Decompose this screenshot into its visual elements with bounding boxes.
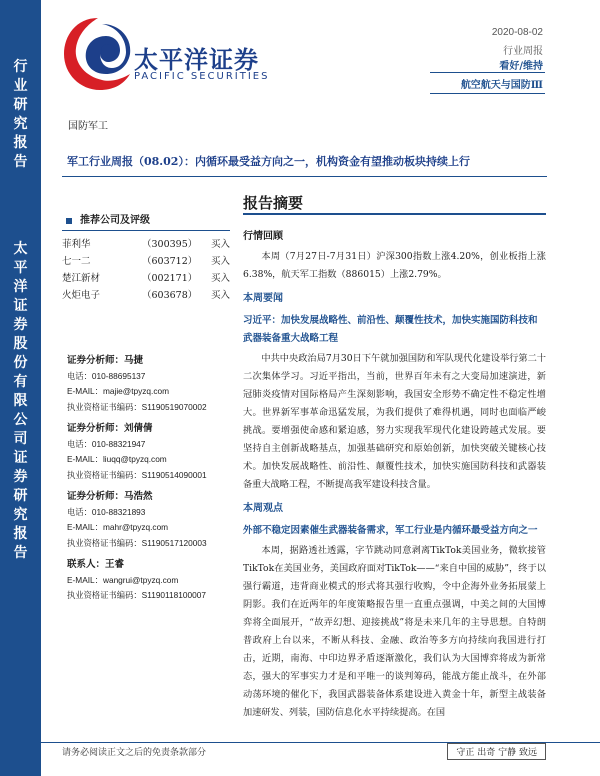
sidebar-char: 业: [13, 78, 28, 94]
sidebar-char: 有: [13, 374, 28, 390]
sidebar-char: 报: [13, 135, 28, 151]
stock-rating: 买入: [210, 239, 230, 250]
weekly-news-text: 中共中央政治局7月30日下午就加强国防和军队现代化建设举行第二十二次集体学习。习近平指出，当前，世界百年未有之大变局加速演进，新冠肺炎疫情对国际格局产生深刻影响，我国安全形势不确定性不稳定性增大。世界新军事革命迅猛发展，为我们提供了难得机遇，同时也面临严峻挑战。要增强使命感和紧迫感，努力实现我军现代化建设跨越式发展。要坚持自主创新战略基点，加强基础研究和原始创新，加快突破关键核心技术。加快发展战略性、前沿性、颠覆性技术，加快实施国防科技和武器装备重大战略工程，不断提高我军建设科技含量。: [243, 353, 546, 490]
logo-emblem-icon: [64, 18, 130, 90]
logo-chinese-name: 太平洋证券: [134, 46, 259, 74]
sidebar-char: 股: [13, 336, 28, 352]
stock-name: 七一二: [62, 256, 91, 267]
sidebar-char: 证: [13, 298, 28, 314]
sidebar-char: 券: [13, 469, 28, 485]
stock-rating: 买入: [210, 273, 230, 284]
logo-english-name: PACIFIC SECURITIES: [134, 71, 270, 82]
report-title: 军工行业周报（08.02）：内循环最受益方向之一，机构资金有望推动板块持续上行: [67, 155, 470, 168]
analyst-phone: 电话：010-88321947: [67, 438, 146, 449]
sidebar-char: 司: [13, 431, 28, 447]
analyst-cert: 执业资格证书编码：S1190118100007: [67, 590, 206, 600]
report-type: 行业周报: [503, 46, 543, 57]
analyst-list: [67, 347, 235, 604]
analyst-email: E-MAIL：mahr@tpyzq.com: [67, 522, 169, 532]
weekly-news-subheading: 习近平：加快发展战略性、前沿性、颠覆性技术，加快实施国防科技和武器装备重大战略工程: [243, 315, 538, 344]
summary-body: [243, 222, 546, 724]
square-bullet-icon: [66, 218, 72, 224]
summary-heading: 报告摘要: [243, 194, 304, 212]
sidebar-char: 报: [13, 526, 28, 542]
sidebar-report-label: [0, 58, 41, 172]
analyst-name: 联系人：王睿: [67, 559, 125, 570]
weekly-news-heading: 本周要闻: [243, 293, 283, 304]
stock-name: 火炬电子: [62, 290, 101, 301]
analyst-phone: 电话：010-88321893: [67, 506, 146, 517]
title-divider: [62, 176, 547, 177]
recommendation-row: [62, 253, 230, 270]
sidebar-char: 研: [13, 97, 28, 113]
analyst-email: E-MAIL：majie@tpyzq.com: [67, 386, 170, 396]
sidebar-char: 告: [13, 154, 28, 170]
stock-name: 菲利华: [62, 239, 91, 250]
recommendation-row: [62, 270, 230, 287]
industry-label: 国防军工: [68, 121, 108, 132]
weekly-view-heading: 本周观点: [243, 503, 283, 514]
sidebar-char: 份: [13, 355, 28, 371]
report-date: 2020-08-02: [491, 27, 543, 38]
stock-code: （300395）: [142, 239, 198, 250]
sidebar-char: 公: [13, 412, 28, 428]
recommendation-heading: 推荐公司及评级: [62, 211, 230, 226]
industry-rating: 看好/维持: [499, 61, 543, 72]
recommendation-divider: [62, 230, 230, 231]
analyst-name: 证券分析师：马浩然: [67, 491, 153, 502]
summary-divider: [243, 213, 546, 215]
analyst-name: 证券分析师：刘倩倩: [67, 423, 153, 434]
sidebar-char: 太: [13, 241, 28, 257]
footer-disclaimer: 请务必阅读正文之后的免责条款部分: [62, 748, 207, 758]
stock-name: 楚江新材: [62, 273, 101, 284]
header-divider: [430, 93, 545, 94]
analyst-phone: 电话：010-88695137: [67, 370, 146, 381]
sidebar-char: 限: [13, 393, 28, 409]
sidebar-char: 洋: [13, 279, 28, 295]
recommendation-box: [62, 211, 230, 304]
header-divider: [430, 72, 545, 73]
analyst-cert: 执业资格证书编码：S1190517120003: [67, 537, 207, 548]
sector-name: 航空航天与国防Ⅲ: [460, 80, 543, 91]
analyst-email: E-MAIL：wangrui@tpyzq.com: [67, 574, 179, 585]
weekly-view-text: 本周，据路透社透露，字节跳动同意剥离TikTok美国业务，微软接管TikTok在美国业务，美国政府面对TikTok——“来自中国的威胁”，终于以强行霸道，违背商业模式的形式将其强行收购，令中企海外业务拓展蒙上阴影。我们在近两年的年度策略报告里一直重点强调，中美之间的大国博弈将全面展开，“故弄幻想、迎接挑战”将是未来几年的主导思想。自特朗普政府上台以来，不断从科技、金融、政治等多方向持续向我国进行打击，近期，南海、中印边界矛盾逐渐激化，我们认为大国博弈将成为新常态，强大的军事实力才是和平唯一的谈判筹码，能战方能止战斗，在外部动荡环境的催化下，我国武器装备体系建设进入黄金十年，新型主战装备加速研发、列装，国防信息化水平持续提高。在国: [243, 545, 546, 718]
stock-code: （603712）: [142, 256, 198, 267]
market-review-heading: 行情回顾: [243, 231, 283, 242]
recommendation-row: [62, 287, 230, 304]
stock-code: （002171）: [142, 273, 198, 284]
sidebar-char: 究: [13, 507, 28, 523]
stock-code: （603678）: [142, 290, 198, 301]
footer-motto: 守正 出奇 宁静 致远: [447, 743, 546, 760]
weekly-view-subheading: 外部不稳定因素催生武器装备需求，军工行业是内循环最受益方向之一: [243, 525, 538, 536]
sidebar-char: 究: [13, 116, 28, 132]
analyst-email: E-MAIL：liuqq@tpyzq.com: [67, 454, 167, 464]
sidebar-char: 行: [13, 59, 28, 75]
sidebar-char: 平: [13, 260, 28, 276]
sidebar-company-label: [0, 240, 41, 563]
stock-rating: 买入: [210, 290, 230, 301]
sidebar-char: 券: [13, 317, 28, 333]
analyst-cert: 执业资格证书编码：S1190519070002: [67, 401, 207, 412]
stock-rating: 买入: [210, 256, 230, 267]
sidebar-char: 研: [13, 488, 28, 504]
market-review-text: 本周（7月27日-7月31日）沪深300指数上涨4.20%，创业板指上涨6.38%，航天军工指数（886015）上涨2.79%。: [243, 251, 546, 280]
analyst-cert: 执业资格证书编码：S1190514090001: [67, 469, 207, 480]
recommendation-row: [62, 236, 230, 253]
sidebar-char: 告: [13, 545, 28, 561]
sidebar-char: 证: [13, 450, 28, 466]
analyst-name: 证券分析师：马捷: [67, 355, 144, 366]
sidebar: [0, 0, 41, 776]
